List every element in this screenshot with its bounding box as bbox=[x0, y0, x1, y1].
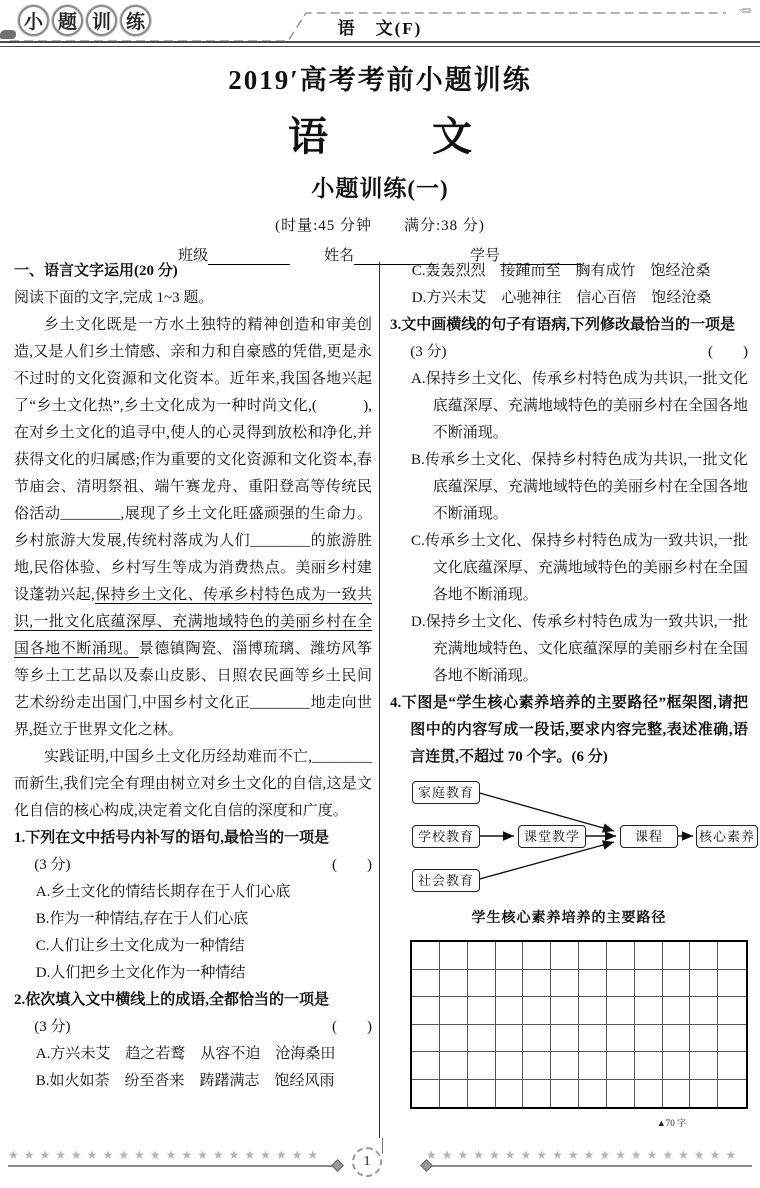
grid-cell[interactable] bbox=[496, 1052, 524, 1080]
passage-paragraph-2 bbox=[14, 744, 372, 825]
grid-cell[interactable] bbox=[579, 1025, 607, 1053]
hand-pointer-icon bbox=[0, 30, 16, 39]
diagram-box-curriculum: 课程 bbox=[620, 825, 678, 848]
page-header bbox=[0, 0, 760, 48]
grid-cell[interactable] bbox=[412, 942, 440, 970]
grid-cell[interactable] bbox=[718, 1080, 746, 1108]
grid-cell[interactable] bbox=[635, 942, 663, 970]
column-divider bbox=[379, 262, 380, 1138]
option-d: D.人们把乡土文化作为一种情结 bbox=[35, 965, 246, 981]
grid-cell[interactable] bbox=[579, 970, 607, 998]
paper-subtitle: 小题训练(一) bbox=[311, 176, 449, 201]
star-row: ★★★★★★★★★★★★★★★★★★★★ bbox=[8, 1148, 324, 1162]
grid-cell[interactable] bbox=[607, 1080, 635, 1108]
grid-cell[interactable] bbox=[523, 942, 551, 970]
grid-cell[interactable] bbox=[412, 970, 440, 998]
logo-char: 练 bbox=[120, 5, 151, 36]
question-4 bbox=[390, 690, 748, 771]
fill-blank[interactable]: ________ bbox=[60, 506, 121, 522]
grid-cell[interactable] bbox=[440, 1025, 468, 1053]
passage-text: 而新生,我们完全有理由树立对乡土文化的自信,这是文化自信的核心构成,决定着文化自信的深度和广度。 bbox=[14, 776, 372, 819]
grid-cell[interactable] bbox=[412, 997, 440, 1025]
reading-instruction: 阅读下面的文字,完成 1~3 题。 bbox=[14, 290, 214, 306]
option-c: C.轰轰烈烈 接踵而至 胸有成竹 饱经沧桑 bbox=[411, 263, 711, 279]
fill-blank[interactable]: ________ bbox=[250, 695, 311, 711]
grid-cell[interactable] bbox=[690, 1025, 718, 1053]
grid-cell[interactable] bbox=[551, 997, 579, 1025]
footer-left-ornament bbox=[8, 1148, 338, 1173]
score-label: (3 分) bbox=[34, 857, 71, 873]
option-a: A.保持乡土文化、传承乡村特色成为共识,一批文化底蕴深厚、充满地域特色的美丽乡村在全国各地不断涌现。 bbox=[411, 371, 748, 441]
grid-cell[interactable] bbox=[468, 970, 496, 998]
grid-cell[interactable] bbox=[718, 970, 746, 998]
logo-char: 小 bbox=[18, 5, 49, 36]
passage-text: 乡土文化既是一方水土独特的精神创造和审美创造,又是人们乡土情感、亲和力和自豪感的凭借,更是永不过时的文化资源和文化资本。近年来,我国各地兴起了“乡土文化热”,乡土文化成为一种时尚文化,( ),在对乡土文化的追寻中,使人的心灵得到放松和净化,并获得文化的归属感;作为重要的文化资源和文化资本,春节庙会、清明祭祖、端午赛龙舟、重阳登高等传统民俗活动 bbox=[14, 317, 372, 522]
question-3 bbox=[390, 312, 748, 690]
grid-cell[interactable] bbox=[635, 1052, 663, 1080]
question-2 bbox=[14, 987, 372, 1095]
diagram-box-competency: 核心素养 bbox=[696, 825, 758, 848]
diagram-box-society: 社会教育 bbox=[412, 869, 480, 892]
right-column bbox=[390, 258, 756, 1137]
footer-rule bbox=[426, 1165, 752, 1173]
grid-cell[interactable] bbox=[468, 1025, 496, 1053]
page-number: 1 bbox=[363, 1154, 371, 1169]
grid-cell[interactable] bbox=[635, 1025, 663, 1053]
grid-cell[interactable] bbox=[579, 997, 607, 1025]
diagram-caption: 学生核心素养培养的主要路径 bbox=[471, 911, 667, 926]
grid-cell[interactable] bbox=[496, 1080, 524, 1108]
grid-cell[interactable] bbox=[551, 942, 579, 970]
grid-cell[interactable] bbox=[496, 942, 524, 970]
left-column bbox=[14, 258, 372, 1095]
path-framework-diagram bbox=[390, 775, 756, 903]
question-stem: 下图是“学生核心素养培养的主要路径”框架图,请把图中的内容写成一段话,要求内容完整,表述准确,语言连贯,不超过 70 个字。(6 分) bbox=[401, 695, 748, 765]
option-c: C.传承乡土文化、保持乡村特色成为一致共识,一批文化底蕴深厚、充满地域特色的美丽乡村在全国各地不断涌现。 bbox=[411, 533, 748, 603]
grid-cell[interactable] bbox=[412, 1080, 440, 1108]
grid-cell[interactable] bbox=[523, 970, 551, 998]
passage-text: 的旅游胜地,民俗体验、乡村写生等成为消费热点。美丽乡村建设蓬勃兴起, bbox=[14, 533, 372, 603]
answer-paren[interactable]: ( ) bbox=[332, 857, 372, 873]
underlined-sentence: 保持乡土文化、传承乡村特色成为一致共识,一批文化底蕴深厚、充满地域特色的美丽乡村在全国各地不断涌现。 bbox=[14, 587, 372, 657]
page-number-badge bbox=[352, 1147, 382, 1177]
grid-cell[interactable] bbox=[412, 1052, 440, 1080]
option-a: A.乡土文化的情结长期存在于人们心底 bbox=[35, 884, 291, 900]
option-d: D.方兴未艾 心驰神往 信心百倍 饱经沧桑 bbox=[411, 290, 712, 306]
grid-cell[interactable] bbox=[440, 1052, 468, 1080]
header-subject-title: 语 文(F) bbox=[337, 19, 423, 38]
option-c: C.人们让乡土文化成为一种情结 bbox=[35, 938, 245, 954]
grid-cell[interactable] bbox=[663, 1080, 691, 1108]
grid-cell[interactable] bbox=[607, 1052, 635, 1080]
writing-grid bbox=[410, 940, 748, 1109]
option-b: B.如火如荼 纷至沓来 踌躇满志 饱经风雨 bbox=[35, 1073, 335, 1089]
grid-cell[interactable] bbox=[523, 1025, 551, 1053]
star-row: ★★★★★★★★★★★★★★★★★★★★ bbox=[426, 1148, 742, 1162]
question-number: 4. bbox=[390, 695, 402, 711]
grid-cell[interactable] bbox=[496, 1025, 524, 1053]
subject-title bbox=[0, 105, 760, 162]
subject-char: 文 bbox=[432, 114, 472, 159]
passage-paragraph-1 bbox=[14, 312, 372, 744]
grid-cell[interactable] bbox=[468, 1080, 496, 1108]
writing-hand-icon: ✏ bbox=[739, 4, 752, 20]
student-id-label: 学号 bbox=[470, 248, 501, 264]
score-label: (3 分) bbox=[410, 344, 447, 360]
question-stem: 依次填入文中横线上的成语,全都恰当的一项是 bbox=[25, 992, 330, 1008]
title-block bbox=[0, 52, 760, 265]
grid-cell[interactable] bbox=[663, 1052, 691, 1080]
header-double-rule bbox=[0, 41, 760, 47]
question-stem: 下列在文中括号内补写的语句,最恰当的一项是 bbox=[25, 830, 330, 846]
grid-cell[interactable] bbox=[579, 942, 607, 970]
passage-text: 地走向世界,挺立于世界文化之林。 bbox=[14, 695, 372, 738]
name-label: 姓名 bbox=[323, 248, 354, 264]
grid-cell[interactable] bbox=[635, 1080, 663, 1108]
question-number: 3. bbox=[390, 317, 402, 333]
grid-cell[interactable] bbox=[523, 997, 551, 1025]
grid-cell[interactable] bbox=[663, 997, 691, 1025]
option-b: B.作为一种情结,存在于人们心底 bbox=[35, 911, 249, 927]
grid-cell[interactable] bbox=[496, 970, 524, 998]
question-number: 2. bbox=[14, 992, 26, 1008]
grid-cell[interactable] bbox=[523, 1052, 551, 1080]
grid-cell[interactable] bbox=[579, 1052, 607, 1080]
grid-cell[interactable] bbox=[468, 1052, 496, 1080]
grid-cell[interactable] bbox=[440, 1080, 468, 1108]
fill-blank[interactable]: ________ bbox=[312, 749, 372, 765]
grid-cell[interactable] bbox=[690, 970, 718, 998]
grid-cell[interactable] bbox=[412, 1025, 440, 1053]
page-footer bbox=[0, 1144, 760, 1184]
grid-cell[interactable] bbox=[523, 1080, 551, 1108]
exam-series-title: 2019′高考考前小题训练 bbox=[228, 65, 532, 95]
diagram-box-school: 学校教育 bbox=[412, 825, 480, 848]
word-count-marker: ▲70 字 bbox=[656, 1118, 686, 1128]
grid-cell[interactable] bbox=[551, 1025, 579, 1053]
class-label: 班级 bbox=[177, 248, 208, 264]
grid-cell[interactable] bbox=[663, 1025, 691, 1053]
passage-text: 景德镇陶瓷、淄博琉璃、潍坊风筝等乡土工艺品以及泰山皮影、日照农民画等乡土民间艺术纷纷走出国门,中国乡村文化正 bbox=[14, 641, 372, 711]
answer-paren[interactable]: ( ) bbox=[708, 344, 748, 360]
grid-cell[interactable] bbox=[579, 1080, 607, 1108]
option-a: A.方兴未艾 趋之若鹜 从容不迫 沧海桑田 bbox=[35, 1046, 336, 1062]
question-number: 1. bbox=[14, 830, 26, 846]
grid-cell[interactable] bbox=[635, 970, 663, 998]
grid-cell[interactable] bbox=[718, 942, 746, 970]
time-score-line: (时量:45 分钟 满分:38 分) bbox=[275, 218, 485, 234]
grid-cell[interactable] bbox=[551, 970, 579, 998]
fill-blank[interactable]: ________ bbox=[250, 533, 311, 549]
grid-cell[interactable] bbox=[551, 1080, 579, 1108]
question-1 bbox=[14, 825, 372, 987]
diagram-box-family: 家庭教育 bbox=[412, 781, 480, 804]
question-stem: 文中画横线的句子有语病,下列修改最恰当的一项是 bbox=[401, 317, 736, 333]
grid-cell[interactable] bbox=[718, 1052, 746, 1080]
logo-char: 题 bbox=[52, 5, 83, 36]
answer-paren[interactable]: ( ) bbox=[332, 1019, 372, 1035]
score-label: (3 分) bbox=[34, 1019, 71, 1035]
footer-tick-mark bbox=[382, 1138, 383, 1154]
grid-cell[interactable] bbox=[663, 942, 691, 970]
diagram-box-classroom: 课堂教学 bbox=[518, 825, 586, 848]
grid-cell[interactable] bbox=[690, 1080, 718, 1108]
grid-cell[interactable] bbox=[663, 970, 691, 998]
grid-cell[interactable] bbox=[496, 997, 524, 1025]
logo-char: 训 bbox=[86, 5, 117, 36]
grid-cell[interactable] bbox=[607, 970, 635, 998]
footer-rule bbox=[8, 1165, 338, 1173]
option-d: D.保持乡土文化、传承乡村特色成为一致共识,一批充满地域特色、文化底蕴深厚的美丽乡村在全国各地不断涌现。 bbox=[411, 614, 748, 684]
grid-cell[interactable] bbox=[440, 997, 468, 1025]
section-heading: 一、语言文字运用(20 分) bbox=[14, 263, 178, 279]
grid-cell[interactable] bbox=[635, 997, 663, 1025]
option-b: B.传承乡土文化、保持乡村特色成为共识,一批文化底蕴深厚、充满地域特色的美丽乡村在全国各地不断涌现。 bbox=[411, 452, 748, 522]
grid-cell[interactable] bbox=[607, 1025, 635, 1053]
grid-cell[interactable] bbox=[468, 997, 496, 1025]
grid-cell[interactable] bbox=[690, 997, 718, 1025]
grid-cell[interactable] bbox=[607, 997, 635, 1025]
passage-text: 实践证明,中国乡土文化历经劫难而不亡, bbox=[44, 749, 312, 765]
grid-cell[interactable] bbox=[690, 942, 718, 970]
footer-right-ornament bbox=[426, 1148, 752, 1173]
grid-cell[interactable] bbox=[718, 1025, 746, 1053]
grid-cell[interactable] bbox=[440, 942, 468, 970]
grid-cell[interactable] bbox=[468, 942, 496, 970]
grid-cell[interactable] bbox=[718, 997, 746, 1025]
grid-cell[interactable] bbox=[690, 1052, 718, 1080]
grid-cell[interactable] bbox=[607, 942, 635, 970]
subject-char: 语 bbox=[288, 114, 328, 159]
grid-cell[interactable] bbox=[551, 1052, 579, 1080]
passage-text: ,展现了乡土文化旺盛顽强的生命力。乡村旅游大发展,传统村落成为人们 bbox=[14, 506, 372, 549]
grid-cell[interactable] bbox=[440, 970, 468, 998]
